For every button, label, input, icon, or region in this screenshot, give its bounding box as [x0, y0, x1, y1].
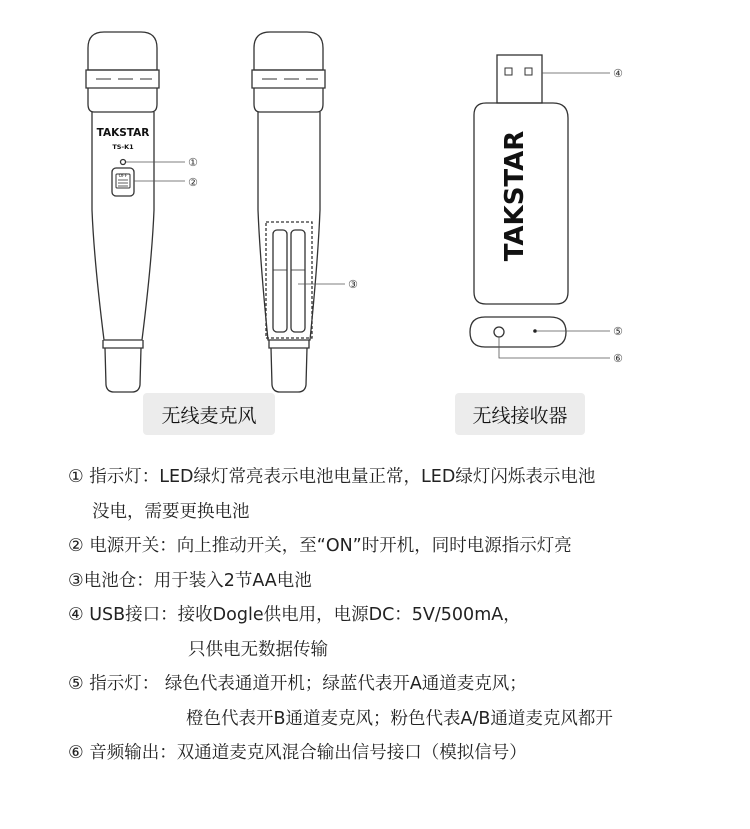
receiver-caption: 无线接收器: [455, 393, 585, 435]
receiver-end-view: [470, 317, 566, 347]
mic-brand-logo: TAKSTAR: [96, 127, 150, 139]
audio-output-jack: [494, 327, 504, 337]
mic-model-label: TS-K1: [112, 143, 134, 151]
callout-6: ⑥: [613, 352, 623, 365]
note-usb-port-cont: 只供电无数据传输: [188, 639, 328, 660]
usb-plug: [497, 55, 542, 103]
note-power-switch: ② 电源开关：向上推动开关，至“ON”时开机，同时电源指示灯亮: [68, 536, 572, 556]
mic-switch-label: OFF: [118, 174, 128, 179]
note-receiver-indicator: ⑤ 指示灯： 绿色代表通道开机；绿蓝代表开A通道麦克风；: [68, 674, 527, 694]
receiver-brand-logo: TAKSTAR: [500, 130, 530, 262]
mic-switch: [112, 168, 134, 196]
note-indicator-light: ① 指示灯：LED绿灯常亮表示电池电量正常，LED绿灯闪烁表示电池: [68, 467, 596, 487]
microphone-caption: 无线麦克风: [143, 393, 275, 435]
note-battery-compartment: ③电池仓：用于装入2节AA电池: [68, 570, 312, 591]
mic-tail: [105, 348, 141, 392]
description-list: [68, 460, 708, 771]
callout-4: ④: [613, 67, 623, 80]
callout-1: ①: [188, 156, 198, 169]
note-audio-output: ⑥ 音频输出：双通道麦克风混合输出信号接口（模拟信号）: [68, 743, 527, 763]
microphone-front: [86, 32, 159, 392]
note-usb-port: ④ USB接口：接收Dogle供电用，电源DC：5V/500mA，: [68, 605, 521, 625]
mic-back-tail: [271, 348, 307, 392]
mic-back-body: [258, 112, 320, 340]
mic-grille: [88, 32, 157, 70]
callout-3: ③: [348, 278, 358, 291]
receiver-indicator-led: [533, 329, 537, 333]
note-indicator-light-cont: 没电，需要更换电池: [92, 501, 250, 522]
callout-2: ②: [188, 176, 198, 189]
callout-5: ⑤: [613, 325, 623, 338]
mic-led: [121, 160, 126, 165]
microphone-back: [252, 32, 325, 392]
battery-2: [291, 230, 305, 332]
note-receiver-indicator-cont: 橙色代表开B通道麦克风；粉色代表A/B通道麦克风都开: [186, 708, 613, 729]
mic-back-grille: [254, 32, 323, 70]
battery-1: [273, 230, 287, 332]
